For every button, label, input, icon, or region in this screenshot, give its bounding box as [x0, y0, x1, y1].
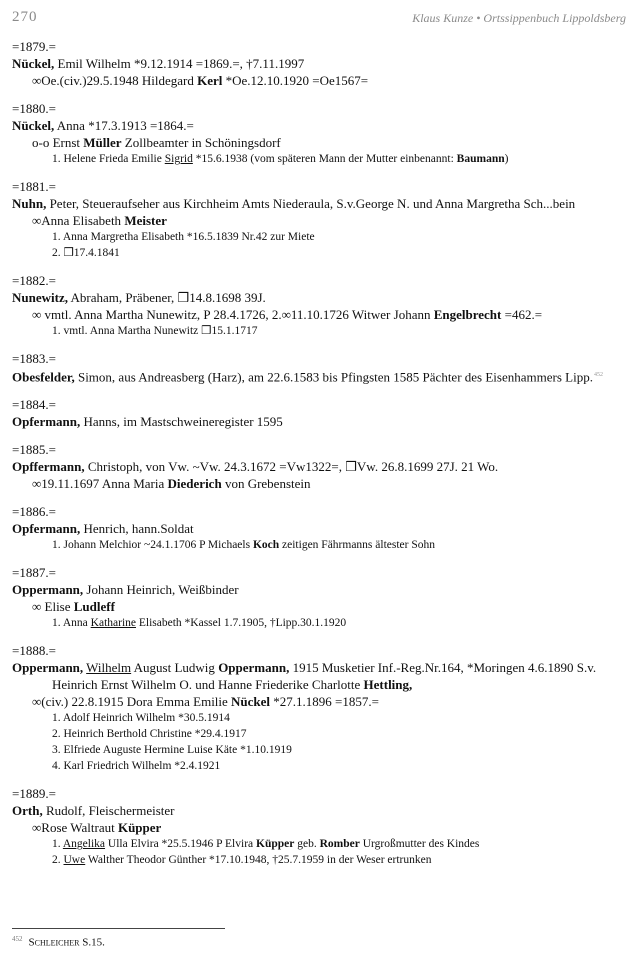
marriage-line	[12, 306, 626, 323]
child-line	[12, 323, 626, 339]
text-run: Sigrid	[164, 153, 193, 165]
person-line	[12, 458, 626, 475]
text-run: 1.	[52, 838, 63, 851]
text-run: 2. ❒17.4.1841	[52, 247, 120, 259]
text-run: ∞19.11.1697 Anna Maria	[32, 476, 168, 492]
page-number: 270	[12, 9, 38, 25]
text-run: Rudolf, Fleischermeister	[42, 803, 175, 819]
text-run: 1. Anna	[52, 617, 91, 630]
child-line	[12, 852, 626, 868]
text-run: *Oe.12.10.1920 =Oe1567=	[222, 73, 369, 88]
marriage-line	[12, 598, 626, 615]
page-header	[12, 9, 626, 29]
child-line	[12, 537, 626, 553]
footnote	[12, 935, 105, 949]
text-run: Urgroßmutter des Kindes	[359, 838, 480, 851]
child-line	[12, 229, 626, 245]
person-line	[12, 802, 626, 819]
text-run: Anna *17.3.1913 =1864.=	[54, 118, 194, 133]
text-run: 1. Helene Frieda Emilie	[52, 153, 165, 165]
text-run: geb.	[294, 838, 320, 851]
text-run: ∞ vmtl. Anna Martha Nunewitz, P 28.4.1726, 2.∞11.10.1726 Witwer Johann	[32, 307, 434, 322]
running-head: Klaus Kunze • Ortssippenbuch Lippoldsberg	[412, 11, 626, 25]
child-line	[12, 615, 626, 631]
marriage-line	[12, 134, 626, 151]
entry-number: =1887.=	[12, 565, 56, 581]
entry-number: =1883.=	[12, 351, 56, 366]
surname: Oppermann,	[12, 660, 84, 676]
text-run: 2.	[52, 854, 64, 867]
entry-number: =1888.=	[12, 643, 56, 659]
person-line	[12, 289, 626, 306]
child-line	[12, 710, 626, 726]
surname: Hettling,	[363, 677, 413, 693]
surname: Opfermann,	[12, 414, 81, 430]
surname: Opffermann,	[12, 459, 85, 475]
surname: Romber	[319, 838, 360, 851]
entry	[12, 38, 626, 89]
person-line	[12, 195, 626, 212]
child-line	[12, 726, 626, 742]
footnote-ref: 452	[593, 372, 603, 378]
marriage-line	[12, 72, 626, 89]
text-run: 1. Anna Margretha Elisabeth *16.5.1839 Nr.42 zur Miete	[52, 231, 315, 243]
child-line	[12, 742, 626, 758]
surname: Ludleff	[73, 599, 115, 615]
surname: Oppermann,	[218, 660, 290, 676]
text-run: 1. Johann Melchior ~24.1.1706 P Michaels	[52, 539, 253, 552]
surname: Obesfelder,	[12, 369, 75, 385]
text-run: Ulla Elvira *25.5.1946 P Elvira	[105, 838, 256, 851]
marriage-line	[12, 819, 626, 836]
surname: Opfermann,	[12, 521, 81, 537]
text-run: Johann Heinrich, Weißbinder	[83, 582, 239, 598]
surname: Küpper	[117, 820, 162, 836]
footnote-number: 452	[12, 935, 23, 943]
text-run: Elisabeth *Kassel 1.7.1905, †Lipp.30.1.1920	[136, 617, 347, 630]
text-run: 1. Adolf Heinrich Wilhelm *30.5.1914	[52, 712, 230, 725]
text-run: Hanns, im Mastschweineregister 1595	[80, 414, 283, 430]
person-line	[12, 413, 626, 430]
marriage-line	[12, 212, 626, 229]
text-run: ∞(civ.) 22.8.1915 Dora Emma Emilie	[32, 694, 232, 710]
text-run: 1. vmtl. Anna Martha Nunewitz ❒15.1.1717	[52, 325, 258, 337]
entry-number: =1884.=	[12, 397, 56, 413]
surname: Nückel,	[12, 118, 55, 133]
person-line	[12, 659, 626, 693]
text-run: Simon, aus Andreasberg (Harz), am 22.6.1583 bis Pfingsten 1585 Pächter des Eisenhammers Lipp.	[74, 369, 593, 385]
text-run: von Grebenstein	[221, 476, 311, 492]
text-run: Zollbeamter in Schöningsdorf	[121, 135, 281, 150]
person-line	[12, 55, 626, 72]
entry-number: =1880.=	[12, 101, 56, 116]
surname: Nunewitz,	[12, 290, 68, 305]
entry	[12, 642, 626, 774]
entry-number: =1881.=	[12, 179, 56, 194]
entry-number: =1879.=	[12, 39, 56, 54]
entry-number: =1885.=	[12, 442, 56, 458]
text-run: Christoph, von Vw. ~Vw. 24.3.1672 =Vw1322=, ❒Vw. 26.8.1699 27J. 21 Wo.	[84, 459, 499, 475]
surname: Nuhn,	[12, 196, 47, 211]
entry	[12, 100, 626, 167]
text-run: Angelika	[62, 838, 106, 851]
text-run: 2. Heinrich Berthold Christine *29.4.1917	[52, 728, 247, 741]
surname: Meister	[124, 213, 167, 228]
entry	[12, 503, 626, 553]
text-run: 3. Elfriede Auguste Hermine Luise Käte *1.10.1919	[52, 744, 292, 757]
entry-number: =1882.=	[12, 273, 56, 288]
footnote-separator	[12, 928, 225, 929]
text-run: ∞Oe.(civ.)29.5.1948 Hildegard	[32, 73, 198, 88]
surname: Nückel,	[12, 56, 55, 71]
surname: Diederich	[167, 476, 222, 492]
child-line	[12, 245, 626, 261]
text-run: Walther Theodor Günther *17.10.1948, †25.7.1959 in der Weser ertrunken	[85, 854, 432, 867]
text-run: Katharine	[90, 617, 136, 630]
text-run: *15.6.1938 (vom späteren Mann der Mutter einbenannt:	[192, 153, 457, 165]
text-run: *27.1.1896 =1857.=	[270, 694, 379, 710]
entry	[12, 178, 626, 261]
surname: Engelbrecht	[433, 307, 502, 322]
document-body	[12, 38, 626, 879]
text-run: 4. Karl Friedrich Wilhelm *2.4.1921	[52, 760, 221, 773]
marriage-line	[12, 475, 626, 492]
entry	[12, 396, 626, 430]
surname: Orth,	[12, 803, 43, 819]
text-run: =462.=	[501, 307, 543, 322]
child-line	[12, 836, 626, 852]
text-run: August Ludwig	[131, 660, 219, 676]
text-run: )	[504, 153, 509, 165]
person-line	[12, 520, 626, 537]
surname: Baumann	[456, 153, 505, 165]
entry-number: =1889.=	[12, 786, 56, 802]
entry	[12, 272, 626, 339]
surname: Nückel	[231, 694, 271, 710]
text-run: Uwe	[63, 854, 86, 867]
text-run: 1915 Musketier Inf.-Reg.Nr.164, *Moringen 4.6.1890 S.v. Heinrich Ernst Wilhelm O. und Hanne Friederike Charlotte	[52, 660, 597, 693]
entry	[12, 350, 626, 385]
entry	[12, 564, 626, 631]
text-run: Wilhelm	[86, 660, 132, 676]
surname: Kerl	[197, 73, 223, 88]
entry-number: =1886.=	[12, 504, 56, 520]
text-run: ∞Rose Waltraut	[32, 820, 118, 836]
marriage-line	[12, 693, 626, 710]
text-run: ∞ Elise	[32, 599, 74, 615]
text-run: Henrich, hann.Soldat	[80, 521, 194, 537]
entry	[12, 441, 626, 492]
person-line	[12, 581, 626, 598]
person-line	[12, 367, 626, 385]
person-line	[12, 117, 626, 134]
text-run: Emil Wilhelm *9.12.1914 =1869.=, †7.11.1997	[54, 56, 305, 71]
surname: Oppermann,	[12, 582, 84, 598]
entry	[12, 785, 626, 868]
text-run: ∞Anna Elisabeth	[32, 213, 125, 228]
surname: Küpper	[256, 838, 295, 851]
child-line	[12, 758, 626, 774]
surname: Koch	[252, 539, 280, 552]
text-run: Peter, Steueraufseher aus Kirchheim Amts Niederaula, S.v.George N. und Anna Margretha Sch...bein	[46, 196, 576, 211]
child-line	[12, 151, 626, 167]
surname: Müller	[83, 135, 122, 150]
text-run: zeitigen Fährmanns ältester Sohn	[279, 539, 436, 552]
text-run: Abraham, Präbener, ❒14.8.1698 39J.	[67, 290, 266, 305]
text-run: o-o Ernst	[32, 135, 84, 150]
footnote-text: Schleicher S.15.	[28, 936, 105, 949]
